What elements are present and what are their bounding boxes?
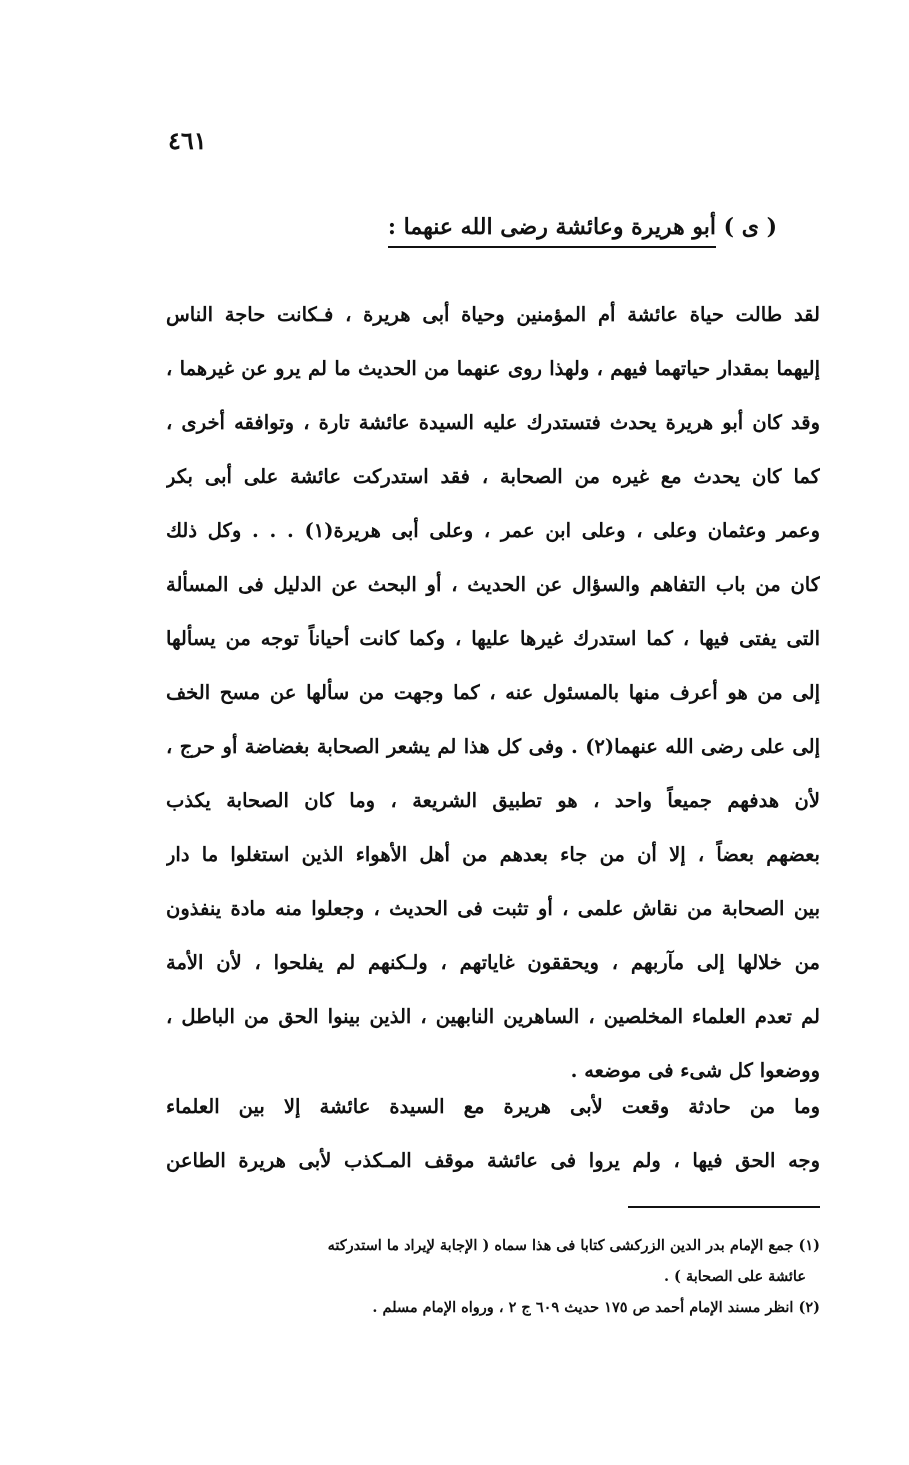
page-number: ٤٦١ xyxy=(168,126,207,155)
text-line: إلى على رضى الله عنهما(٢) . وفى كل هذا لم يشعر الصحابة بغضاضة أو حرج ، xyxy=(166,735,820,758)
footnote-1-continuation: عائشة على الصحابة ) . xyxy=(663,1268,806,1285)
text-line: وقد كان أبو هريرة يحدث فتستدرك عليه السيدة عائشة تارة ، وتوافقه أخرى ، xyxy=(166,411,820,434)
footnote-separator xyxy=(628,1206,820,1208)
text-line: إليهما بمقدار حياتهما فيهم ، ولهذا روى عنهما من الحديث ما لم يرو عن غيرهما ، xyxy=(166,357,820,380)
paragraph-1 xyxy=(166,288,820,1098)
text-line: التى يفتى فيها ، كما استدرك غيرها عليها ، وكما كانت أحياناً توجه من يسألها xyxy=(166,627,820,650)
footnote-1: (١) جمع الإمام بدر الدين الزركشى كتابا فى هذا سماه ( الإجابة لإيراد ما استدركته xyxy=(327,1237,820,1254)
paragraph-2 xyxy=(166,1080,820,1188)
section-marker: ( ى ) xyxy=(723,214,777,240)
text-line: إلى من هو أعرف منها بالمسئول عنه ، كما وجهت من سألها عن مسح الخف xyxy=(166,681,820,704)
text-line: وما من حادثة وقعت لأبى هريرة مع السيدة عائشة إلا بين العلماء xyxy=(166,1095,820,1118)
footnotes xyxy=(166,1230,820,1323)
section-heading xyxy=(388,214,777,240)
text-line: كان من باب التفاهم والسؤال عن الحديث ، أو البحث عن الدليل فى المسألة xyxy=(166,573,820,596)
text-line: لقد طالت حياة عائشة أم المؤمنين وحياة أبى هريرة ، فـكانت حاجة الناس xyxy=(166,303,820,326)
footnote-2: (٢) انظر مسند الإمام أحمد ص ١٧٥ حديث ٦٠٩ ج ٢ ، ورواه الإمام مسلم . xyxy=(372,1299,820,1316)
text-line: كما كان يحدث مع غيره من الصحابة ، فقد استدركت عائشة على أبى بكر xyxy=(166,465,820,488)
section-title: أبو هريرة وعائشة رضى الله عنهما : xyxy=(388,214,716,248)
text-line: لأن هدفهم جميعاً واحد ، هو تطبيق الشريعة ، وما كان الصحابة يكذب xyxy=(166,789,820,812)
text-line: وعمر وعثمان وعلى ، وعلى ابن عمر ، وعلى أبى هريرة(١) . . . وكل ذلك xyxy=(166,519,820,542)
text-line: ووضعوا كل شىء فى موضعه . xyxy=(570,1059,820,1082)
text-line: بعضهم بعضاً ، إلا أن من جاء بعدهم من أهل الأهواء الذين استغلوا ما دار xyxy=(166,843,820,866)
text-line: وجه الحق فيها ، ولم يروا فى عائشة موقف المـكذب لأبى هريرة الطاعن xyxy=(166,1149,820,1172)
text-line: لم تعدم العلماء المخلصين ، الساهرين النابهين ، الذين بينوا الحق من الباطل ، xyxy=(166,1005,820,1028)
text-line: من خلالها إلى مآربهم ، ويحققون غاياتهم ، ولـكنهم لم يفلحوا ، لأن الأمة xyxy=(166,951,820,974)
text-line: بين الصحابة من نقاش علمى ، أو تثبت فى الحديث ، وجعلوا منه مادة ينفذون xyxy=(166,897,820,920)
